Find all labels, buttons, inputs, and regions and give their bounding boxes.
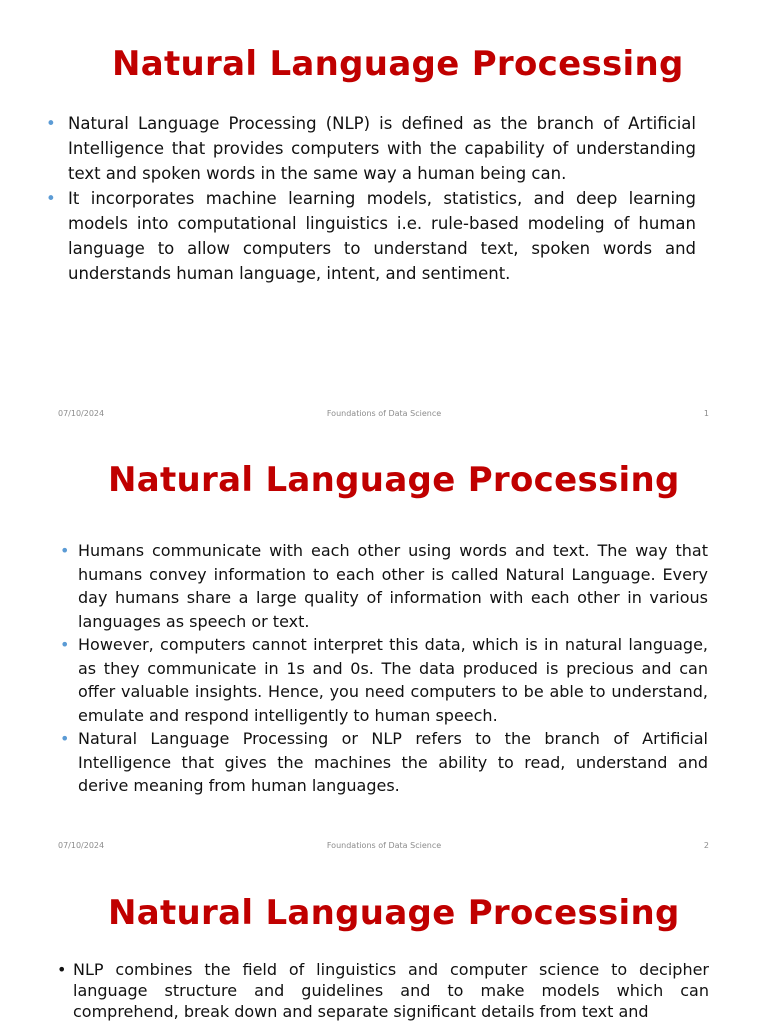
slide-footer: [0, 409, 768, 421]
footer-date: 07/10/2024: [58, 409, 105, 418]
bullet-item: • Humans communicate with each other using words and text. The way that humans convey information to each other is called Natural Language. Every day humans share a large quality of information with each other in various languages as speech or text.: [78, 539, 708, 633]
bullet-item: • It incorporates machine learning models, statistics, and deep learning models into computational linguistics i.e. rule-based modeling of human language to allow computers to understand text, spoken words and understands human language, intent, and sentiment.: [68, 186, 696, 286]
slide-title: Natural Language Processing: [112, 44, 684, 84]
footer-date: 07/10/2024: [58, 841, 105, 850]
slide-title: Natural Language Processing: [108, 893, 680, 933]
footer-title: Foundations of Data Science: [326, 409, 442, 418]
slide-footer: [0, 841, 768, 853]
bullet-item: • However, computers cannot interpret this data, which is in natural language, as they communicate in 1s and 0s. The data produced is precious and can offer valuable insights. Hence, you need computers to be able to understand, emulate and respond intelligently to human speech.: [78, 633, 708, 727]
footer-page-number: 1: [703, 409, 709, 418]
bullet-item: • Natural Language Processing or NLP refers to the branch of Artificial Intelligence that gives the machines the ability to read, understand and derive meaning from human languages.: [78, 727, 708, 798]
slide-2: [0, 433, 768, 866]
footer-title: Foundations of Data Science: [326, 841, 442, 850]
slide-title: Natural Language Processing: [108, 460, 680, 500]
footer-page-number: 2: [703, 841, 709, 850]
slide-1: [0, 0, 768, 433]
bullet-list: [68, 111, 696, 286]
slide-3: [0, 866, 768, 1024]
bullet-list: [78, 539, 708, 798]
bullet-item: • NLP combines the field of linguistics and computer science to decipher language structure and guidelines and to make models which can comprehend, break down and separate significant details from text and: [73, 959, 709, 1022]
bullet-item: • Natural Language Processing (NLP) is defined as the branch of Artificial Intelligence that provides computers with the capability of understanding text and spoken words in the same way a human being can.: [68, 111, 696, 186]
bullet-list: [73, 959, 709, 1022]
